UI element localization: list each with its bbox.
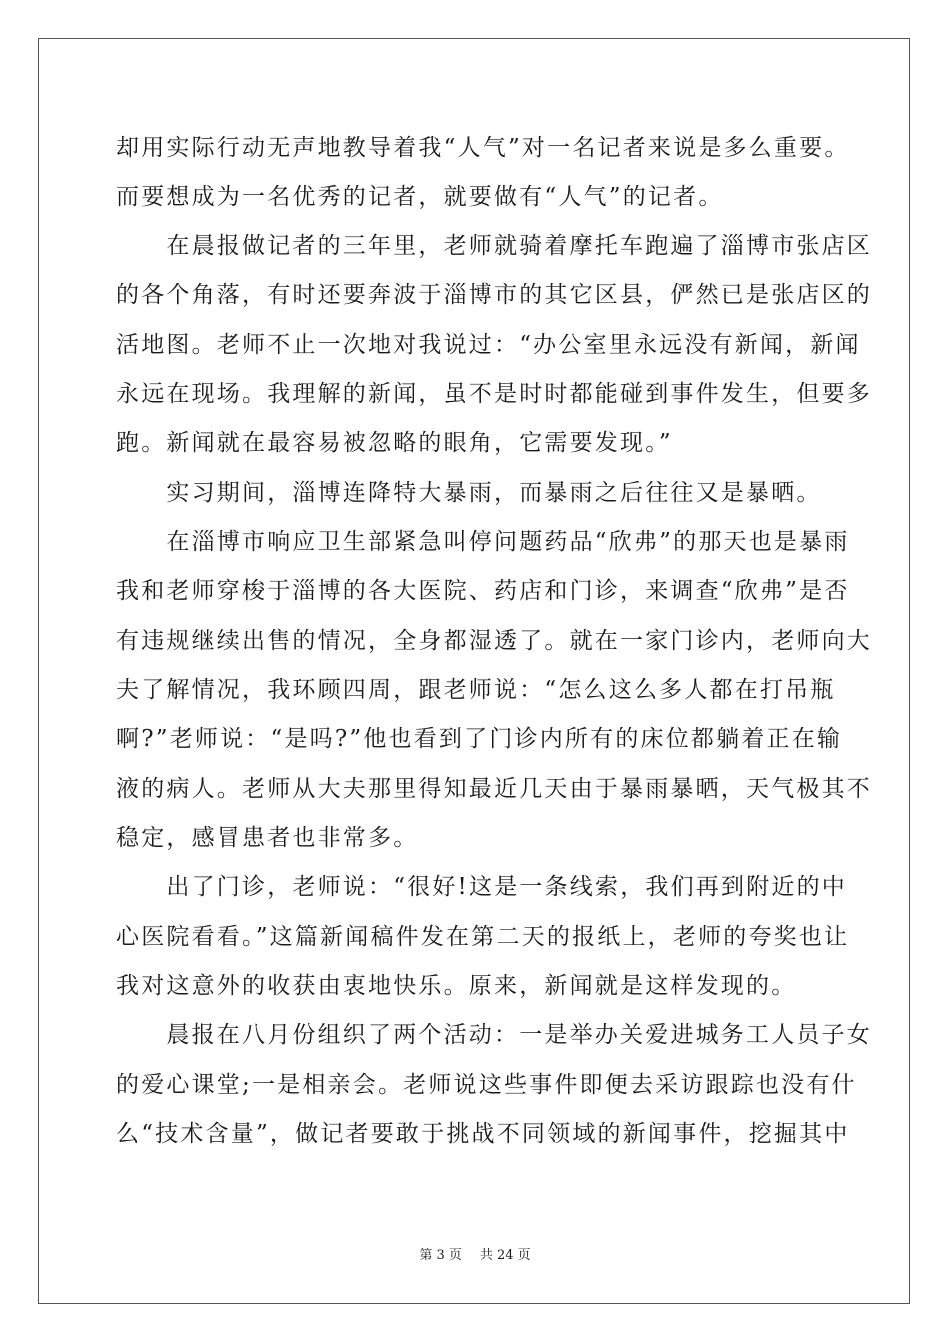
text-line: 心医院看看。”这篇新闻稿件发在第二天的报纸上，老师的夸奖也让	[116, 924, 850, 950]
text-line: 活地图。老师不止一次地对我说过：“办公室里永远没有新闻，新闻	[116, 332, 861, 358]
text-line: 永远在现场。我理解的新闻，虽不是时时都能碰到事件发生，但要多	[116, 381, 872, 407]
text-line: 么“技术含量”，做记者要敢于挑战不同领域的新闻事件，挖掘其中	[116, 1121, 850, 1147]
text-line: 液的病人。老师从大夫那里得知最近几天由于暴雨暴晒，天气极其不	[116, 776, 872, 802]
text-line: 晨报在八月份组织了两个活动：一是举办关爱进城务工人员子女	[116, 1022, 872, 1048]
text-line: 夫了解情况，我环顾四周，跟老师说：“怎么这么多人都在打吊瓶	[116, 677, 836, 703]
page-number: 第 3 页	[419, 1248, 462, 1263]
text-line: 啊?”老师说：“是吗?”他也看到了门诊内所有的床位都躺着正在输	[116, 726, 843, 752]
text-line: 有违规继续出售的情况，全身都湿透了。就在一家门诊内，老师向大	[116, 628, 872, 654]
text-line: 出了门诊，老师说：“很好!这是一条线索，我们再到附近的中	[116, 874, 848, 900]
text-line: 却用实际行动无声地教导着我“人气”对一名记者来说是多么重要。	[116, 135, 850, 161]
page-border	[38, 38, 910, 1304]
text-line: 而要想成为一名优秀的记者，就要做有“人气”的记者。	[116, 184, 724, 210]
text-line: 实习期间，淄博连降特大暴雨，而暴雨之后往往又是暴晒。	[116, 480, 822, 506]
text-line: 的各个角落，有时还要奔波于淄博市的其它区县，俨然已是张店区的	[116, 282, 872, 308]
page-total: 共 24 页	[479, 1248, 531, 1263]
text-line: 跑。新闻就在最容易被忽略的眼角，它需要发现。”	[116, 430, 673, 456]
page-footer	[0, 1247, 950, 1265]
text-line: 的爱心课堂;一是相亲会。老师说这些事件即便去采访跟踪也没有什	[116, 1072, 857, 1098]
text-line: 我对这意外的收获由衷地快乐。原来，新闻就是这样发现的。	[116, 973, 797, 999]
text-line: 在晨报做记者的三年里，老师就骑着摩托车跑遍了淄博市张店区	[116, 233, 872, 259]
text-line: 在淄博市响应卫生部紧急叫停问题药品“欣弗”的那天也是暴雨	[116, 529, 850, 555]
text-line: 稳定，感冒患者也非常多。	[116, 825, 419, 851]
text-line: 我和老师穿梭于淄博的各大医院、药店和门诊，来调查“欣弗”是否	[116, 578, 850, 604]
